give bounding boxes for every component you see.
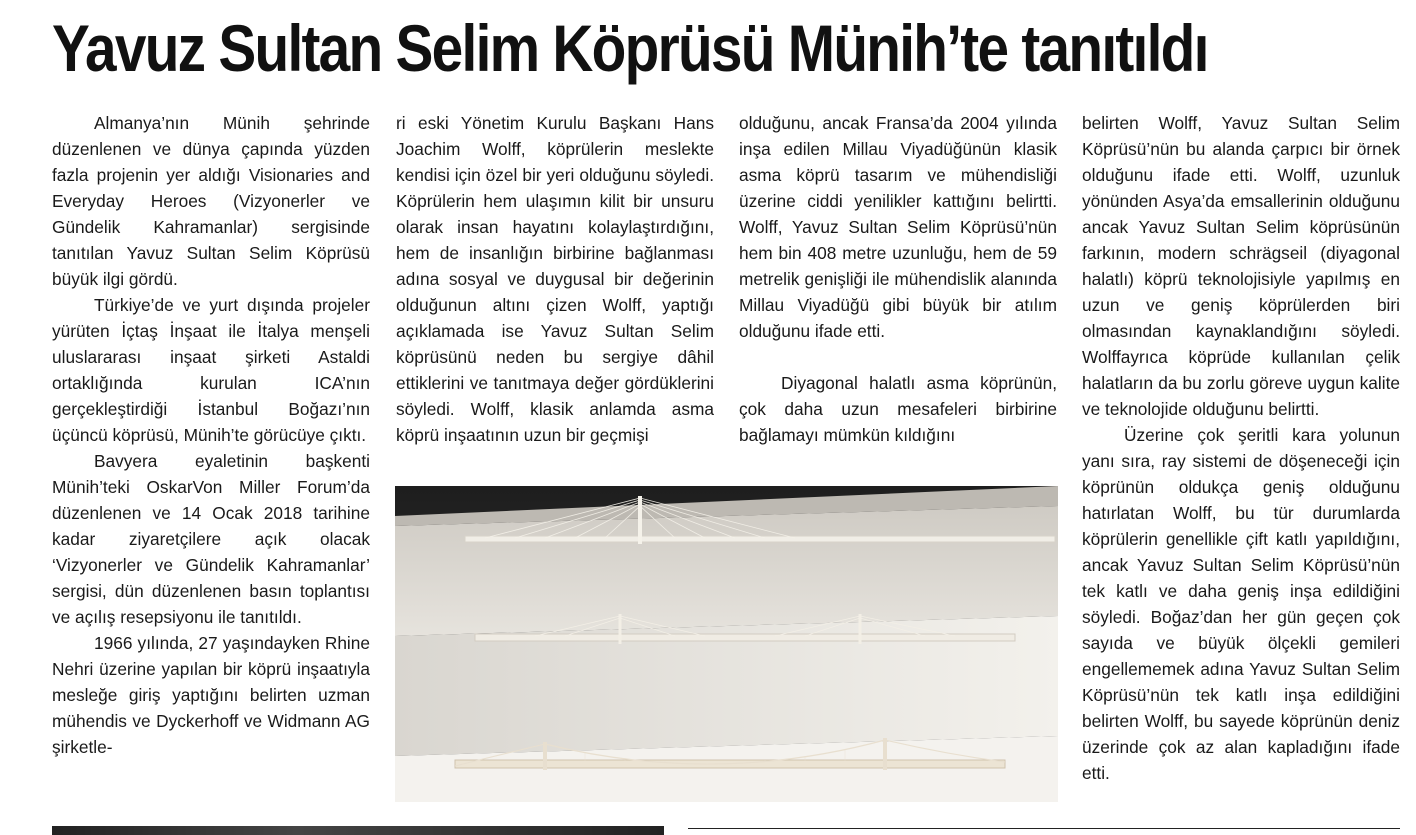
paragraph: Bavyera eyaletinin başkenti Münih’teki OskarVon Miller Forum’da düzenlenen ve 14 Ocak 2018 tarihine kadar ziyaretçilere açık olacak ‘Vizyonerler ve Gündelik Kahramanlar’ sergisi, dün düzenlenen basın toplantısı ve açılış resepsiyonu ile tanıtıldı. [52, 451, 370, 627]
bridge-models-photo [395, 486, 1058, 802]
bottom-divider-rule [688, 828, 1400, 829]
article-column-2 [396, 110, 714, 448]
paragraph: olduğunu, ancak Fransa’da 2004 yılında inşa edilen Millau Viyadüğünün klasik asma köprü tasarım ve mühendisliği üzerine ciddi yenilikler kattığını belirtti. Wolff, Yavuz Sultan Selim Köprüsü’nün hem bin 408 metre uzunluğu, hem de 59 metrelik genişliği ile mühendislik alanında Millau Viyadüğü gibi büyük bir atılım olduğunu ifade etti. [739, 113, 1057, 341]
paragraph: Diyagonal halatlı asma köprünün, çok daha uzun mesafeleri birbirine bağlamayı mümkün kıldığını [739, 373, 1057, 445]
paragraph: Türkiye’de ve yurt dışında projeler yürüten İçtaş İnşaat ile İtalya menşeli uluslararası inşaat şirketi Astaldi ortaklığında kurulan ICA’nın gerçekleştirdiği İstanbul Boğazı’nın üçüncü köprüsü, Münih’te görücüye çıktı. [52, 295, 370, 445]
article-column-3 [739, 110, 1057, 448]
paragraph: Üzerine çok şeritli kara yolunun yanı sıra, ray sistemi de döşeneceği için köprünün oldukça geniş olduğunu hatırlatan Wolff, bu tür durumlarda köprülerin genellikle çift katlı yapıldığını, ancak Yavuz Sultan Selim Köprüsü’nün tek katlı ve daha geniş inşa edildiğini söyledi. Boğaz’dan her gün geçen çok sayıda ve büyük ölçekli gemileri engellememek adına Yavuz Sultan Selim Köprüsü’nün tek katlı inşa edildiğini belirten Wolff, bu sayede köprünün deniz üzerinde çok az alan kapladığını ifade etti. [1082, 425, 1400, 783]
bottom-divider-bar [52, 826, 664, 835]
paragraph: ri eski Yönetim Kurulu Başkanı Hans Joachim Wolff, köprülerin meslekte kendisi için özel bir yeri olduğunu söyledi. Köprülerin hem ulaşımın kilit bir unsuru olarak insan hayatını kolaylaştırdığını, hem de insanlığın birbirine bağlanması adına sosyal ve duygusal bir değerinin olduğunun altını çizen Wolff, yaptığı açıklamada ise Yavuz Sultan Selim köprüsünü neden bu sergiye dâhil ettiklerini ve tanıtmaya değer gördüklerini söyledi. Wolff, klasik anlamda asma köprü inşaatının uzun bir geçmişi [396, 113, 714, 445]
article-column-4 [1082, 110, 1400, 786]
paragraph: belirten Wolff, Yavuz Sultan Selim Köprüsü’nün bu alanda çarpıcı bir örnek olduğunu ifade etti. Wolff, uzunluk yönünden Asya’da emsallerinin olduğunu ancak Yavuz Sultan Selim köprüsünün farkının, modern schrägseil (diyagonal halatlı) köprü teknolojisiyle yapılmış en uzun ve geniş köprülerden biri olmasından kaynaklandığını söyledi. Wolffayrıca köprüde kullanılan çelik halatların da bu zorlu göreve uygun kalite ve teknolojide olduğunu belirtti. [1082, 113, 1400, 419]
article-headline: Yavuz Sultan Selim Köprüsü Münih’te tanıtıldı [52, 11, 1208, 85]
paragraph: Almanya’nın Münih şehrinde düzenlenen ve dünya çapında yüzden fazla projenin yer aldığı Visionaries and Everyday Heroes (Vizyonerler ve Gündelik Kahramanlar) sergisinde tanıtılan Yavuz Sultan Selim Köprüsü büyük ilgi gördü. [52, 113, 370, 289]
paragraph: 1966 yılında, 27 yaşındayken Rhine Nehri üzerine yapılan bir köprü inşaatıyla mesleğe giriş yaptığını belirten uzman mühendis ve Dyckerhoff ve Widmann AG şirketle- [52, 633, 370, 757]
article-column-1 [52, 110, 370, 760]
